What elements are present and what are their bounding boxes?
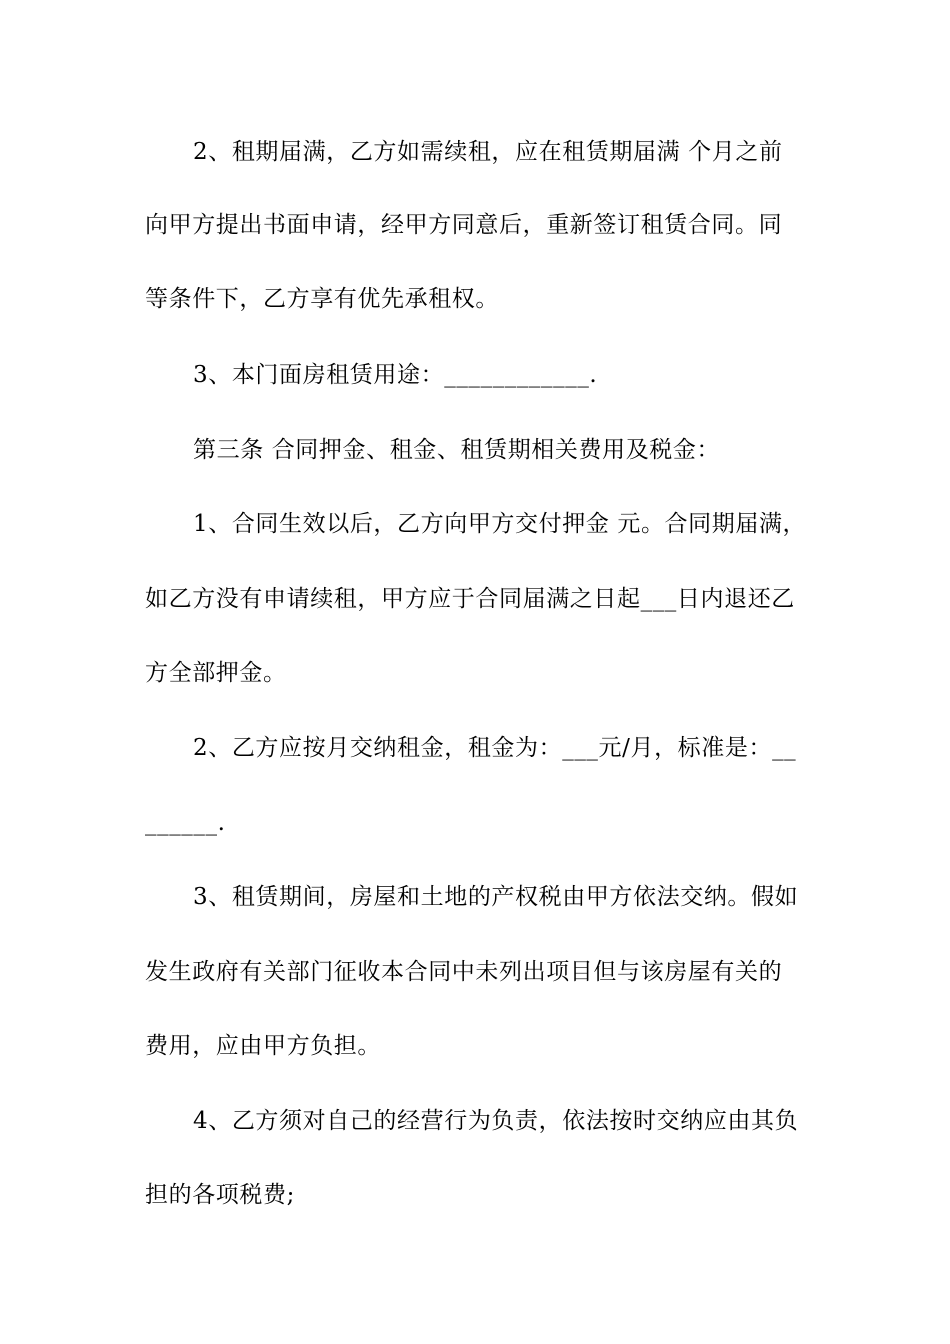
tax-clause-line-3: 费用，应由甲方负担。 bbox=[145, 1033, 381, 1059]
clause-3-line-1: 3、本门面房租赁用途：____________. bbox=[193, 362, 598, 388]
deposit-clause-line-2: 如乙方没有申请续租，甲方应于合同届满之日起___日内退还乙 bbox=[145, 586, 795, 612]
tenant-tax-clause-line-1: 4、乙方须对自己的经营行为负责，依法按时交纳应由其负 bbox=[193, 1108, 799, 1134]
clause-2-line-1: 2、租期届满，乙方如需续租，应在租赁期届满 个月之前 bbox=[193, 139, 783, 165]
clause-2-line-3: 等条件下，乙方享有优先承租权。 bbox=[145, 286, 499, 312]
deposit-clause-line-1: 1、合同生效以后，乙方向甲方交付押金 元。合同期届满， bbox=[193, 511, 807, 537]
tenant-tax-clause-line-2: 担的各项税费; bbox=[145, 1182, 295, 1208]
rent-clause-line-1: 2、乙方应按月交纳租金，租金为：___元/月，标准是：__ bbox=[193, 735, 797, 761]
deposit-clause-line-3: 方全部押金。 bbox=[145, 660, 287, 686]
tax-clause-line-1: 3、租赁期间，房屋和土地的产权税由甲方依法交纳。假如 bbox=[193, 884, 799, 910]
tax-clause-line-2: 发生政府有关部门征收本合同中未列出项目但与该房屋有关的 bbox=[145, 959, 783, 985]
rent-clause-line-2: ______. bbox=[145, 810, 226, 836]
article-3-heading: 第三条 合同押金、租金、租赁期相关费用及税金： bbox=[193, 437, 721, 463]
clause-2-line-2: 向甲方提出书面申请，经甲方同意后，重新签订租赁合同。同 bbox=[145, 212, 783, 238]
